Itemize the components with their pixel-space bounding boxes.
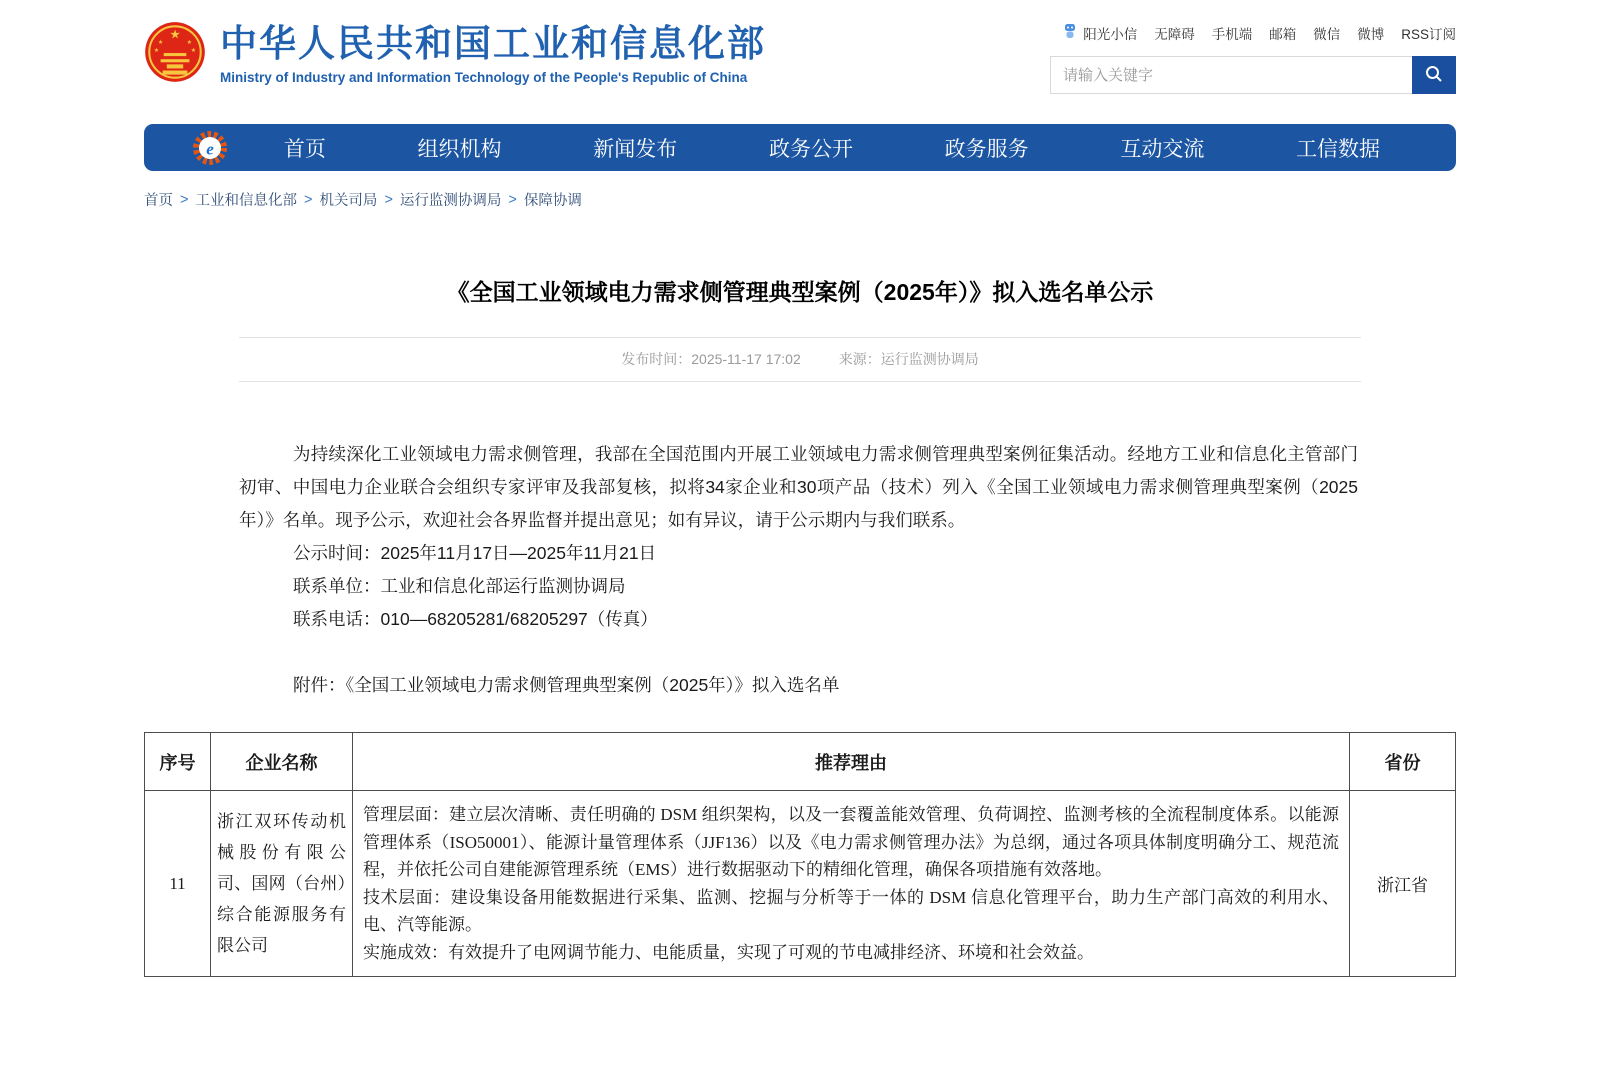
site-title-block: [220, 24, 766, 85]
quick-links: [1061, 22, 1456, 43]
header-no: 序号: [145, 733, 211, 791]
nav-item-home[interactable]: 首页: [283, 137, 326, 161]
row-no: 11: [145, 791, 211, 977]
svg-text:★: ★: [190, 47, 197, 55]
nav-item-news[interactable]: 新闻发布: [593, 137, 678, 161]
search-button[interactable]: [1412, 56, 1456, 94]
page-bottom-space: [144, 977, 1456, 1025]
quick-link-label: 阳光小信: [1083, 26, 1138, 42]
article-meta: [239, 337, 1361, 382]
breadcrumb-separator: >: [180, 191, 189, 208]
table-row: [145, 791, 1456, 977]
source-label: 来源：: [838, 351, 881, 367]
svg-text:★: ★: [157, 38, 164, 46]
reason-management: 管理层面：建立层次清晰、责任明确的 DSM 组织架构，以及一套覆盖能效管理、负荷调控、监测考核的全流程制度体系。以能源管理体系（ISO50001）、能源计量管理体系（JJF136）以及《电力需求侧管理办法》为总纲，通过各项具体制度明确分工、规范流程，并依托公司自建能源管理系统（EMS）进行数据驱动下的精细化管理，确保各项措施有效落地。: [363, 805, 1339, 879]
breadcrumb-miit[interactable]: 工业和信息化部: [195, 193, 297, 209]
page-container: [144, 0, 1456, 1025]
site-title: 中华人民共和国工业和信息化部: [220, 23, 766, 65]
nav-item-interaction[interactable]: 互动交流: [1120, 137, 1205, 161]
quick-link-accessibility[interactable]: 无障碍: [1154, 26, 1195, 42]
contact-phone-line: 联系电话：010—68205281/68205297（传真）: [293, 609, 658, 629]
reason-technology: 技术层面：建设集设备用能数据进行采集、监测、挖掘与分析等于一体的 DSM 信息化管理平台，助力生产部门高效的利用水、电、汽等能源。: [363, 887, 1339, 934]
nav-item-gov-disclosure[interactable]: 政务公开: [768, 137, 853, 161]
header-company: 企业名称: [211, 733, 353, 791]
breadcrumb-current[interactable]: 保障协调: [523, 193, 582, 209]
header-reason: 推荐理由: [353, 733, 1350, 791]
nav-item-gov-services[interactable]: 政务服务: [944, 137, 1029, 161]
source-value: 运行监测协调局: [880, 351, 979, 367]
publish-time-label: 发布时间：: [621, 351, 692, 367]
national-emblem-icon: [144, 16, 206, 93]
main-nav: [144, 124, 1456, 171]
reason-results: 实施成效：有效提升了电网调节能力、电能质量，实现了可观的节电减排经济、环境和社会效益。: [363, 942, 1094, 962]
site-logo[interactable]: [144, 16, 766, 93]
quick-link-weibo[interactable]: 微博: [1357, 26, 1385, 42]
breadcrumb-separator: >: [384, 191, 393, 208]
quick-link-mail[interactable]: 邮箱: [1269, 26, 1297, 42]
search-input[interactable]: [1050, 56, 1412, 94]
article-body: [144, 438, 1456, 702]
row-reason: [353, 791, 1350, 977]
table-header-row: [145, 733, 1456, 791]
svg-text:★: ★: [186, 38, 193, 46]
search-bar: [1050, 56, 1456, 94]
nav-items: [238, 133, 1426, 163]
row-company: 浙江双环传动机械股份有限公司、国网（台州）综合能源服务有限公司: [211, 791, 353, 977]
site-subtitle: Ministry of Industry and Information Technology of the People's Republic of China: [220, 69, 748, 85]
nav-item-organization[interactable]: 组织机构: [417, 137, 502, 161]
breadcrumb-bureau[interactable]: 运行监测协调局: [399, 193, 502, 209]
quick-link-rss[interactable]: RSS订阅: [1401, 26, 1456, 42]
breadcrumb-separator: >: [303, 191, 313, 208]
publicity-period-line: 公示时间：2025年11月17日—2025年11月21日: [293, 543, 657, 563]
breadcrumb-separator: >: [508, 191, 517, 208]
case-table: [144, 732, 1456, 977]
robot-icon: [1061, 22, 1079, 43]
svg-text:e: e: [206, 139, 214, 158]
article-title: 《全国工业领域电力需求侧管理典型案例（2025年）》拟入选名单公示: [446, 279, 1154, 305]
header-province: 省份: [1350, 733, 1456, 791]
breadcrumb-departments[interactable]: 机关司局: [319, 193, 378, 209]
svg-text:★: ★: [153, 47, 160, 55]
quick-link-mobile[interactable]: 手机端: [1211, 26, 1253, 42]
site-header: [144, 0, 1456, 118]
gear-e-logo-icon[interactable]: [192, 130, 228, 166]
search-icon: [1424, 64, 1444, 87]
quick-link-wechat[interactable]: 微信: [1313, 26, 1341, 42]
breadcrumb: [144, 189, 1456, 210]
quick-link-assistant[interactable]: [1061, 22, 1137, 43]
article-paragraph: 为持续深化工业领域电力需求侧管理，我部在全国范围内开展工业领域电力需求侧管理典型案例征集活动。经地方工业和信息化主管部门初审、中国电力企业联合会组织专家评审及我部复核，拟将34家企业和30项产品（技术）列入《全国工业领域电力需求侧管理典型案例（2025年）》名单。现予公示，欢迎社会各界监督并提出意见；如有异议，请于公示期内与我们联系。: [239, 444, 1358, 530]
attachment-line: 附件：《全国工业领域电力需求侧管理典型案例（2025年）》拟入选名单: [293, 675, 840, 695]
publish-time-value: 2025-11-17 17:02: [691, 351, 801, 367]
breadcrumb-home[interactable]: 首页: [144, 193, 173, 209]
svg-text:★: ★: [169, 27, 181, 42]
contact-unit-line: 联系单位：工业和信息化部运行监测协调局: [293, 576, 626, 596]
row-province: 浙江省: [1350, 791, 1456, 977]
nav-item-miit-data[interactable]: 工信数据: [1296, 137, 1381, 161]
header-right: [1050, 16, 1456, 94]
